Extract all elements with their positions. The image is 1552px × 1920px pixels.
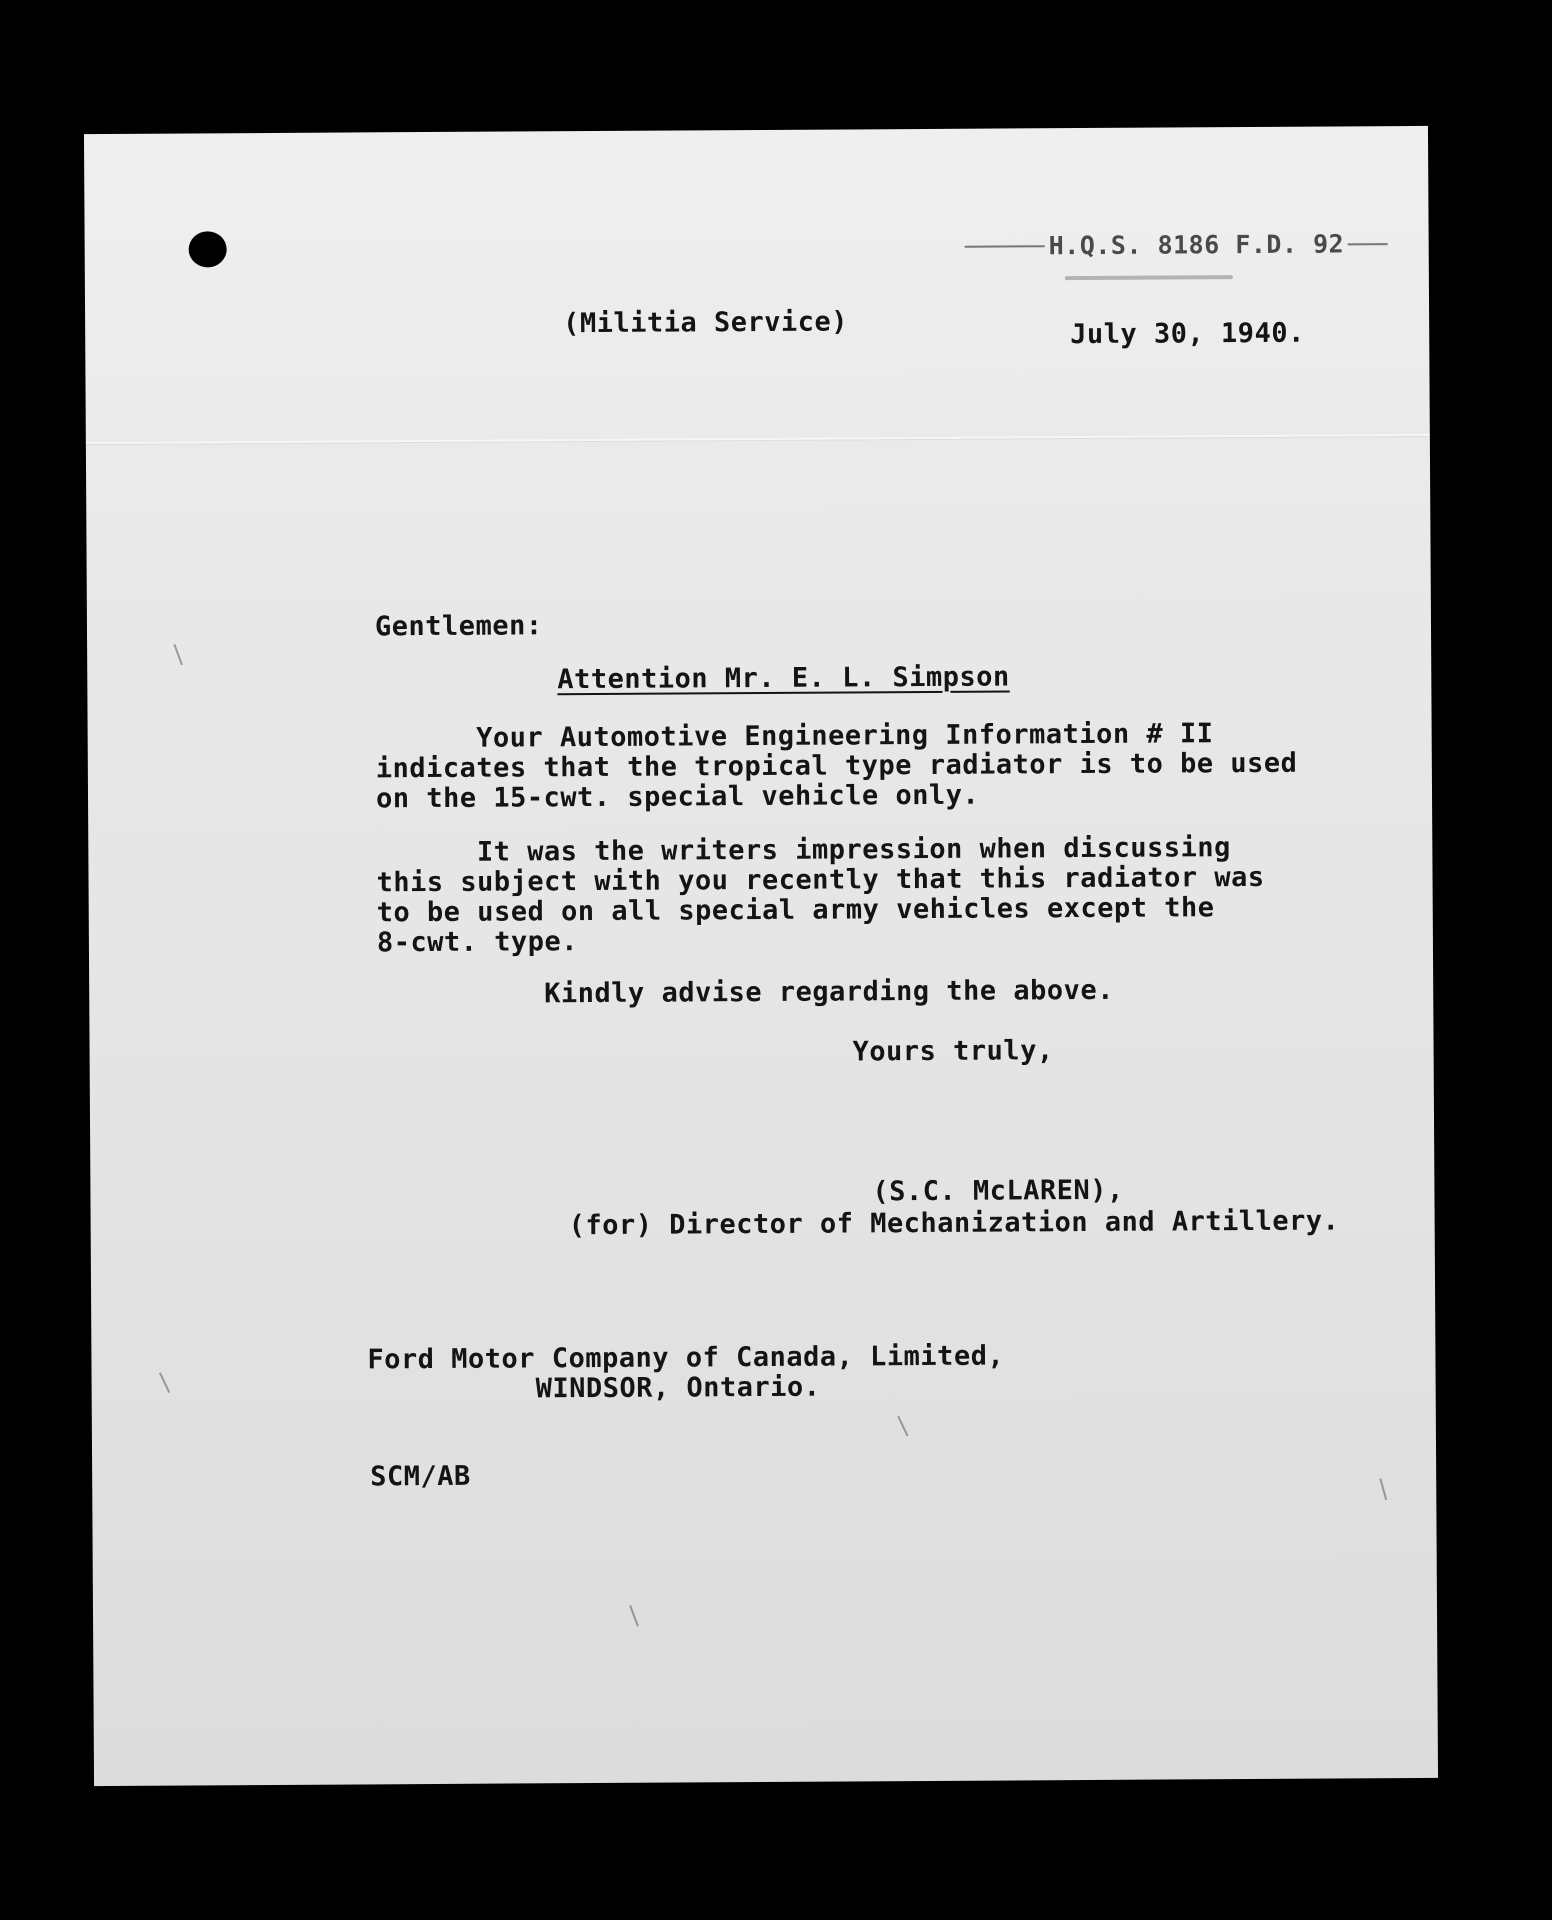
paragraph-2-line: this subject with you recently that this radiator was [376, 861, 1265, 899]
paragraph-1-line: indicates that the tropical type radiator is to be used [375, 747, 1298, 785]
letter-date: July 30, 1940. [1070, 317, 1305, 351]
signatory-name: (S.C. McLAREN), [872, 1174, 1124, 1208]
typist-initials: SCM/AB [370, 1460, 471, 1493]
recipient-line-2: WINDSOR, Ontario. [535, 1371, 821, 1405]
file-reference-block [965, 229, 1389, 262]
paragraph-2-line: 8-cwt. type. [376, 926, 579, 959]
paragraph-1-line: on the 15-cwt. special vehicle only. [375, 779, 980, 815]
punch-hole [189, 231, 227, 267]
service-line: (Militia Service) [563, 306, 849, 340]
request-line: Kindly advise regarding the above. [544, 974, 1114, 1010]
salutation: Gentlemen: [374, 610, 543, 643]
reference-rule-right [1348, 243, 1388, 245]
paragraph-2-line: It was the writers impression when discussing [376, 832, 1231, 869]
paragraph-1-line: Your Automotive Engineering Information # II [375, 718, 1214, 755]
paper-mark [173, 644, 183, 665]
paragraph-2-line: to be used on all special army vehicles except the [376, 892, 1215, 929]
paper-mark [159, 1372, 170, 1393]
recipient-line-1: Ford Motor Company of Canada, Limited, [367, 1340, 1005, 1376]
paper-mark [897, 1416, 908, 1437]
reference-underline [1065, 275, 1233, 280]
closing: Yours truly, [852, 1035, 1054, 1068]
attention-line: Attention Mr. E. L. Simpson [557, 661, 1010, 696]
file-reference: H.Q.S. 8186 F.D. 92 [1048, 229, 1345, 261]
paper-mark [1379, 1478, 1387, 1500]
signatory-title: (for) Director of Mechanization and Artillery. [568, 1205, 1340, 1242]
paper-fold-line [86, 434, 1430, 444]
paper-mark [629, 1605, 639, 1626]
letter-page [84, 126, 1438, 1786]
reference-rule-left [965, 245, 1045, 247]
